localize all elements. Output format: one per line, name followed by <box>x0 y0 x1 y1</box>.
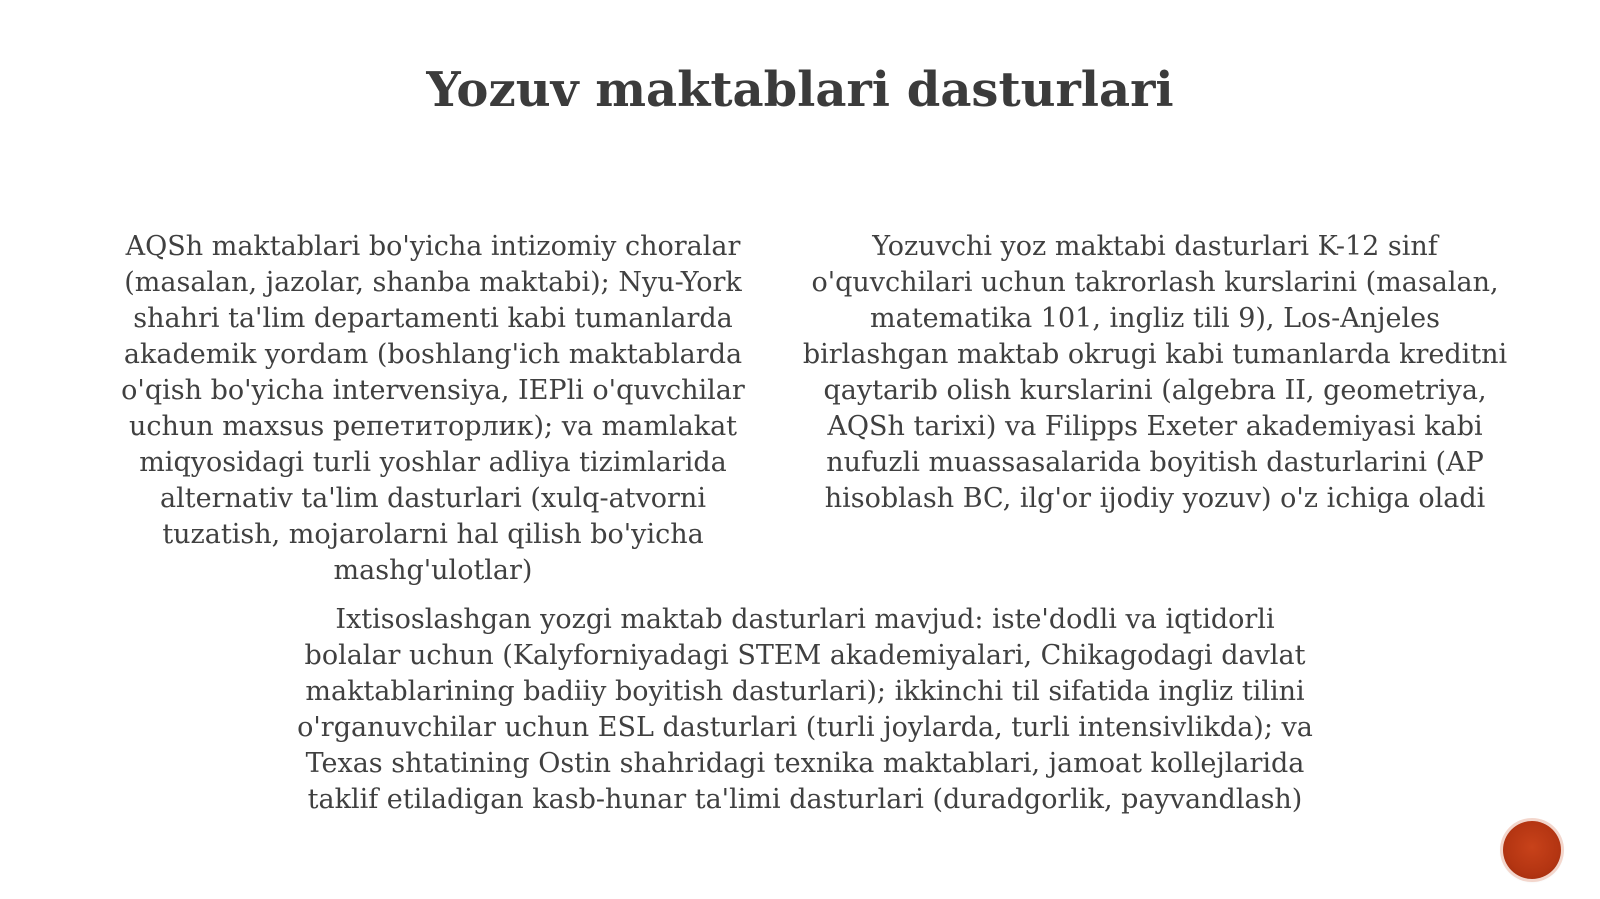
circle-nav-icon[interactable] <box>1503 821 1561 879</box>
slide-title: Yozuv maktablari dasturlari <box>426 62 1174 118</box>
right-paragraph: Yozuvchi yoz maktabi dasturlari K-12 sinf o'quvchilari uchun takrorlash kurslarini (masalan, matematika 101, ingliz tili 9), Los-Anjeles birlashgan maktab okrugi kabi tumanlarda kreditni qaytarib olish kurslarini (algebra II, geometriya, AQSh tarixi) va Filipps Exeter akademiyasi kabi nufuzli muassasalarida boyitish dasturlarini (AP hisoblash BC, ilg'or ijodiy yozuv) o'z ichiga oladi <box>802 231 1508 514</box>
bottom-paragraph: Ixtisoslashgan yozgi maktab dasturlari mavjud: iste'dodli va iqtidorli bolalar uchun (Kalyforniyadagi STEM akademiyalari, Chikagodagi davlat maktablarining badiiy boyitish dasturlari); ikkinchi til sifatida ingliz tilini o'rganuvchilar uchun ESL dasturlari (turli joylarda, turli intensivlikda); va Texas shtatining Ostin shahridagi texnika maktablari, jamoat kollejlarida taklif etiladigan kasb-hunar ta'limi dasturlari (duradgorlik, payvandlash) <box>297 604 1313 815</box>
left-paragraph: AQSh maktablari bo'yicha intizomiy choralar (masalan, jazolar, shanba maktabi); Nyu-York shahri ta'lim departamenti kabi tumanlarda akademik yordam (boshlang'ich maktablarda o'qish bo'yicha intervensiya, IEPli o'quvchilar uchun maxsus репетиторлик); va mamlakat miqyosidagi turli yoshlar adliya tizimlarida alternativ ta'lim dasturlari (xulq-atvorni tuzatish, mojarolarni hal qilish bo'yicha mashg'ulotlar) <box>121 231 745 586</box>
